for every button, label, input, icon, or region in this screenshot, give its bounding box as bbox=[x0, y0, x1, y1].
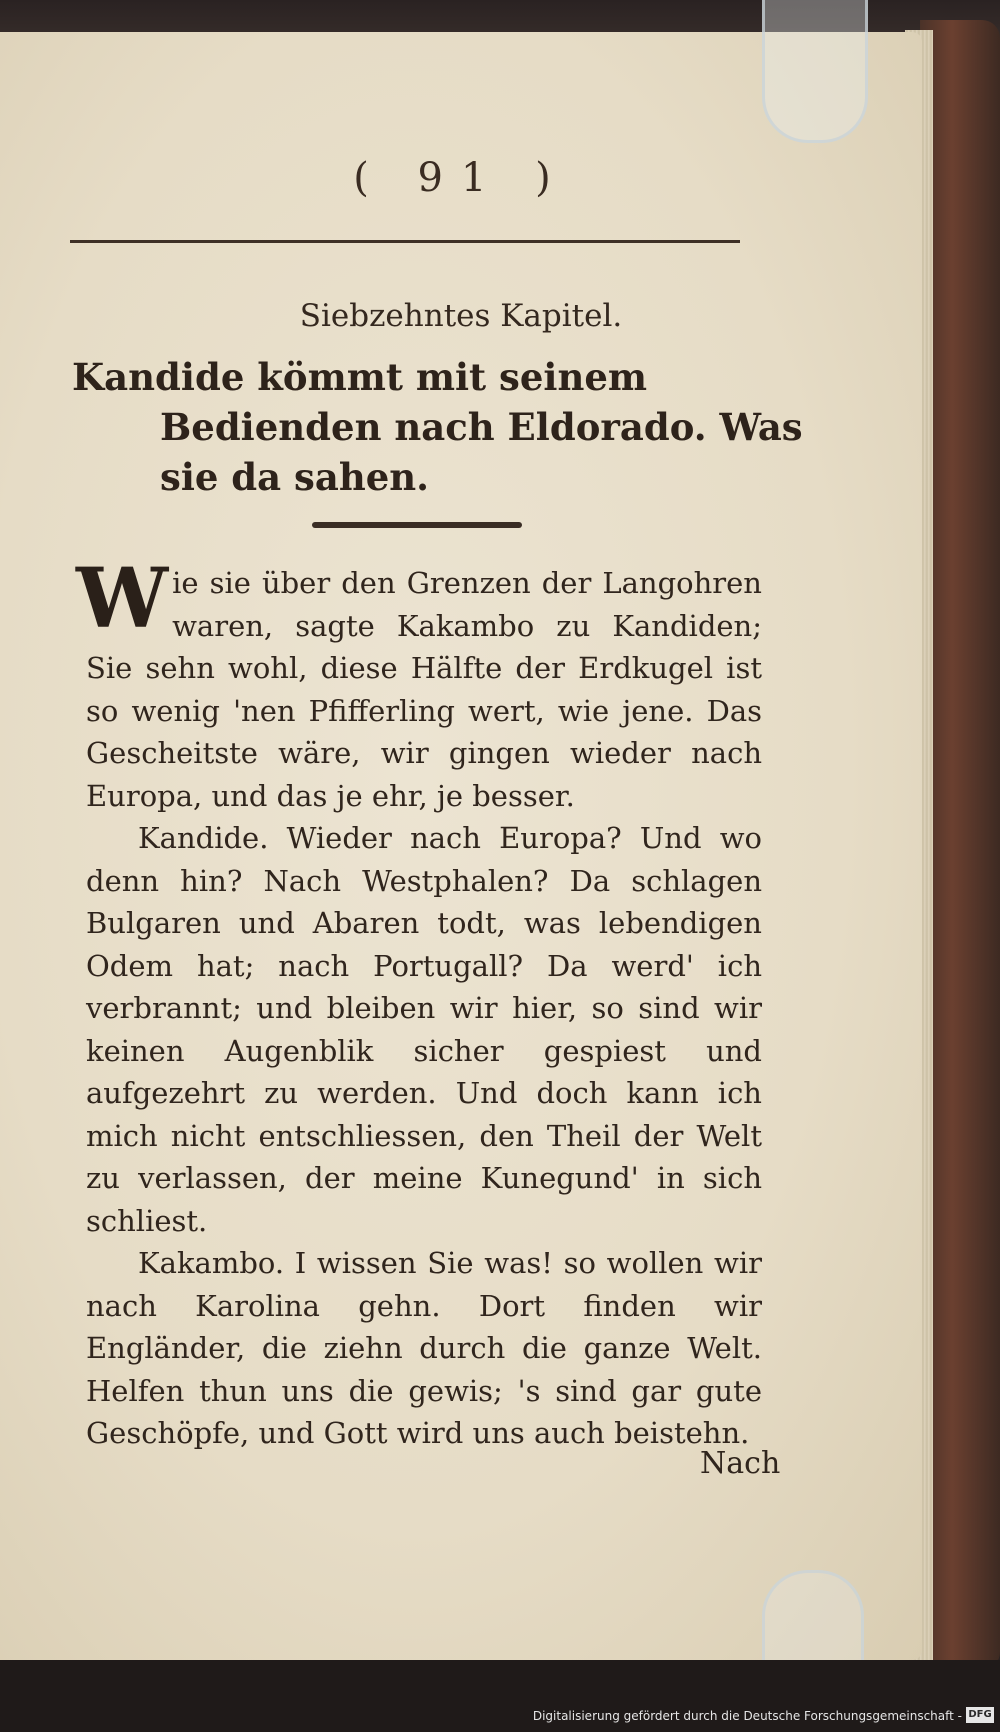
paragraph bbox=[76, 551, 762, 817]
paragraph-text: ie sie über den Grenzen der Langohren waren, sagte Kakambo zu Kandiden; Sie sehn wohl, diese Hälfte der Erdkugel ist so wenig 'nen Pfifferling wert, wie jene. Das Gescheitste wäre, wir gingen wieder nach Europa, und das je ehr, je besser. bbox=[86, 566, 762, 813]
catchword: Nach bbox=[700, 1446, 781, 1481]
paragraph-text: Kakambo. I wissen Sie was! so wollen wir nach Karolina gehn. Dort finden wir Engländer, die ziehn durch die ganze Welt. Helfen thun uns die gewis; 's sind gar gute Geschöpfe, und Gott wird uns auch beistehn. bbox=[86, 1246, 762, 1450]
chapter-divider bbox=[312, 522, 522, 528]
digitization-credit: Digitalisierung gefördert durch die Deutsche Forschungsgemeinschaft - bbox=[532, 1709, 962, 1723]
page-number: ( 91 ) bbox=[353, 155, 569, 201]
paragraph bbox=[86, 817, 762, 1242]
drop-cap: W bbox=[76, 551, 169, 647]
header-rule bbox=[70, 240, 740, 243]
chapter-number: Siebzehntes Kapitel. bbox=[299, 298, 623, 334]
paragraph-text: Kandide. Wieder nach Europa? Und wo denn hin? Nach Westphalen? Da schlagen Bulgaren und Abaren todt, was lebendigen Odem hat; nach Portugall? Da werd' ich verbrannt; und bleiben wir hier, so sind wir keinen Augenblik sicher gespiest und aufgezehrt zu werden. Und doch kann ich mich nicht entschliessen, den Theil der Welt zu verlassen, der meine Kunegund' in sich schliest. bbox=[86, 821, 762, 1238]
dfg-logo: DFG bbox=[966, 1707, 994, 1723]
chapter-summary: Kandide kömmt mit seinem Bedienden nach Eldorado. Was sie da sahen. bbox=[72, 355, 803, 499]
body-text bbox=[76, 551, 762, 1455]
page-clip-top bbox=[762, 0, 868, 143]
paragraph bbox=[86, 1242, 762, 1455]
